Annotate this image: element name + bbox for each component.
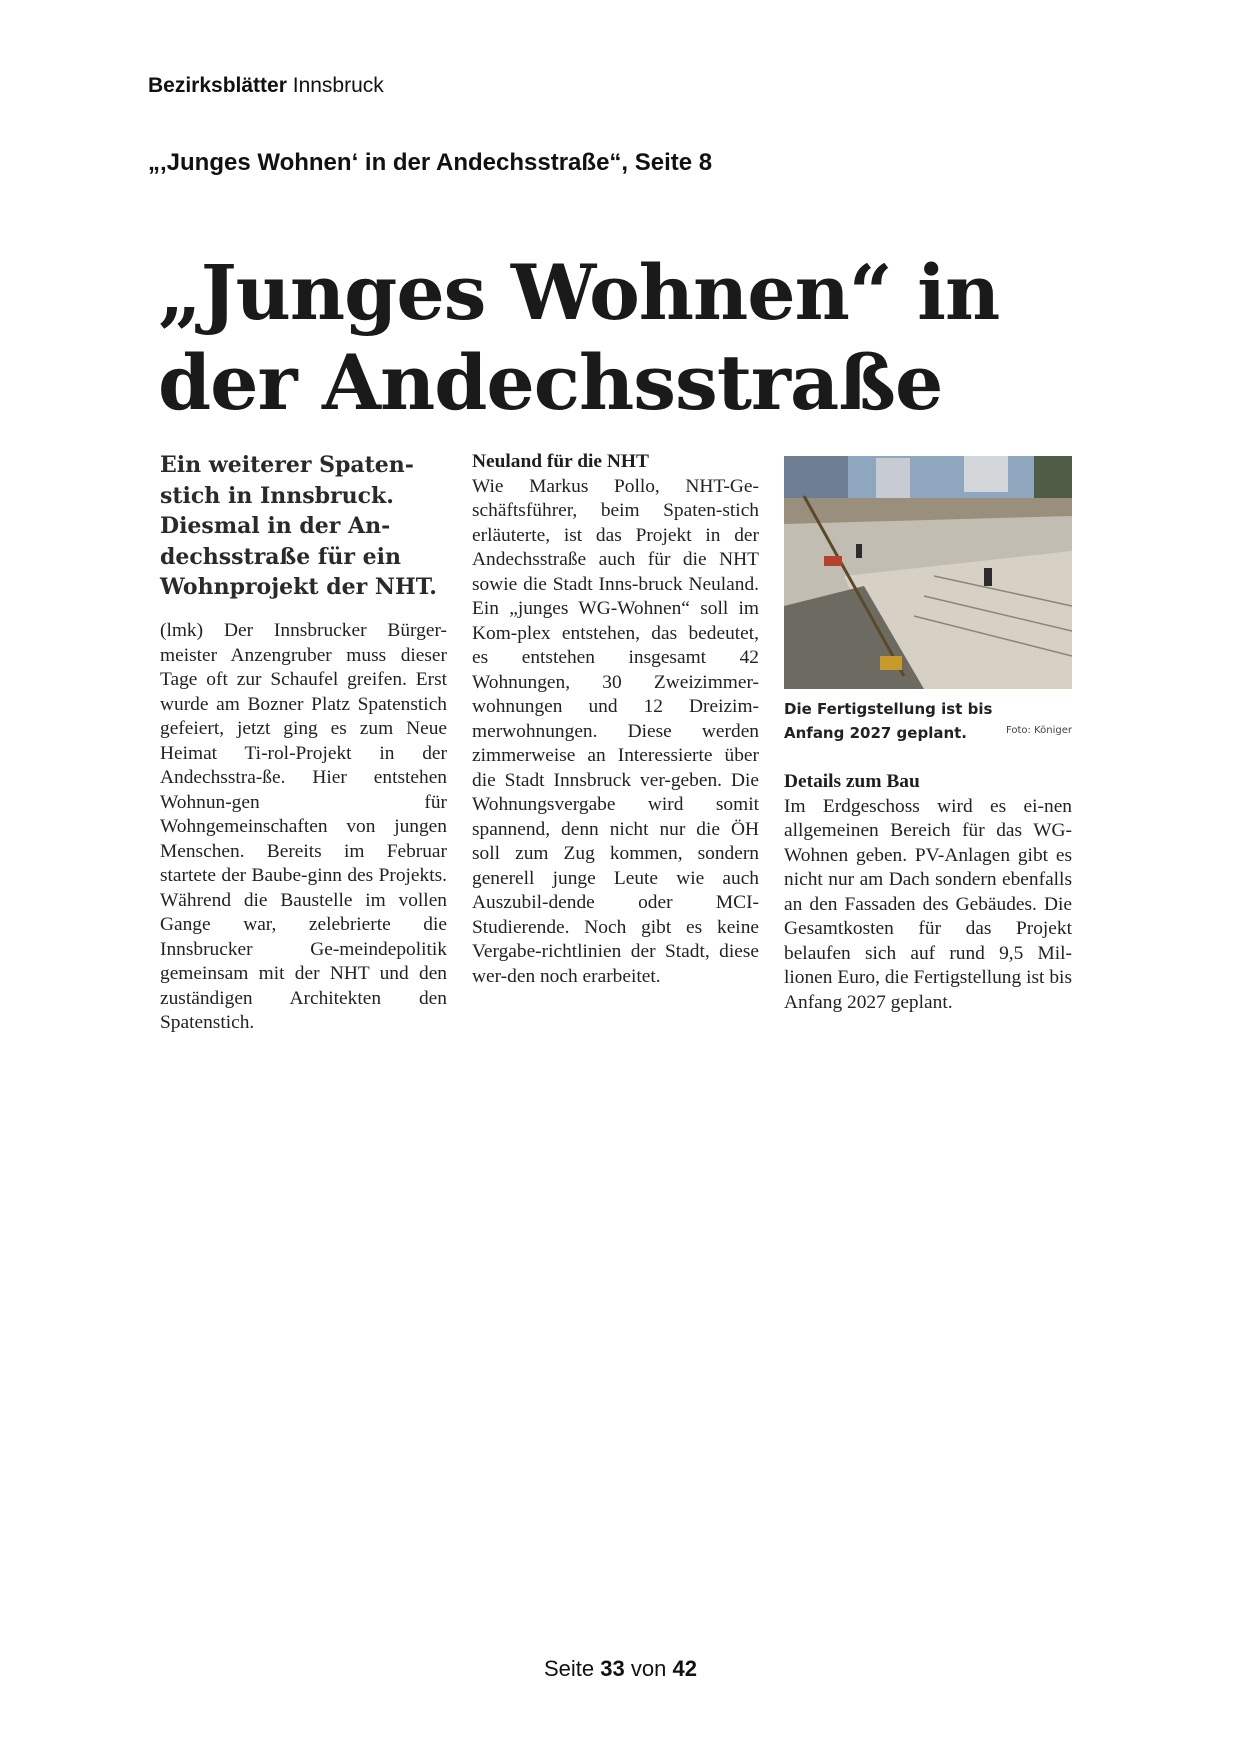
- column-1-body: (lmk) Der Innsbrucker Bürger-meister Anzengruber muss dieser Tage oft zur Schaufel greifen. Erst wurde am Bozner Platz Spatenstich gefeiert, jetzt ging es zum Neue Heimat Ti-rol-Projekt in der Andechsstra-ße. Hier entstehen Wohnun-gen für Wohngemeinschaften von jungen Menschen. Bereits im Februar startete der Baube-ginn des Projekts. Während die Baustelle im vollen Gange war, zelebrierte die Innsbrucker Ge-meindepolitik gemeinsam mit der NHT und den zuständigen Architekten den Spatenstich.: [160, 620, 447, 1033]
- column-2-body: Wie Markus Pollo, NHT-Ge-schäftsführer, beim Spaten-stich erläuterte, ist das Projekt in der Andechsstraße auch für die NHT sowie die Stadt Inns-bruck Neuland. Ein „junges WG-Wohnen“ soll im Kom-plex entstehen, das bedeutet, es entstehen insgesamt 42 Wohnungen, 30 Zweizimmer-wohnungen und 12 Dreizim-merwohnungen. Diese werden zimmerweise an Interessierte über die Stadt Innsbruck ver-geben. Die Wohnungsvergabe wird somit spannend, denn nicht nur die ÖH soll zum Zug kommen, sondern generell junge Leute wie auch Auszubil-dende oder MCI-Studierende. Noch gibt es keine Vergabe-richtlinien der Stadt, diese wer-den noch erarbeitet.: [472, 475, 759, 987]
- article-headline: [158, 248, 1118, 428]
- article-column-2: [472, 450, 759, 989]
- construction-site-photo: [784, 456, 1072, 689]
- column-3-body: Im Erdgeschoss wird es ei-nen allgemeinen Bereich für das WG-Wohnen geben. PV-Anlagen gibt es nicht nur am Dach sondern ebenfalls an den Fassaden des Gebäudes. Die Gesamtkosten für das Projekt belaufen sich auf rund 9,5 Mil-lionen Euro, die Fertigstellung ist bis Anfang 2027 geplant.: [784, 795, 1072, 1013]
- article-column-3: [784, 770, 1072, 1015]
- publication-source: [148, 74, 384, 98]
- page-number: [0, 1656, 1241, 1682]
- page-number-current: 33: [600, 1656, 625, 1681]
- headline-line-1: „Junges Wohnen“ in: [158, 248, 1000, 337]
- photo-credit: Foto: Königer: [1005, 725, 1072, 736]
- article-column-1: [160, 619, 447, 1036]
- page-number-prefix: Seite: [544, 1656, 595, 1681]
- photo-caption: [784, 697, 1072, 745]
- article-teaser: Ein weiterer Spaten-stich in Innsbruck. Diesmal in der An-dechsstraße für ein Wohnprojekt der NHT.: [160, 452, 437, 600]
- page-number-total: 42: [672, 1656, 697, 1681]
- article-reference: „‚Junges Wohnen‘ in der Andechsstraße“, Seite 8: [148, 149, 713, 176]
- publication-name: Bezirksblätter: [148, 74, 287, 97]
- section-heading-neuland: Neuland für die NHT: [472, 451, 649, 472]
- photo-caption-text: Die Fertigstellung ist bis Anfang 2027 geplant.: [784, 700, 993, 742]
- publication-region: Innsbruck: [292, 74, 384, 97]
- page-number-separator: von: [630, 1656, 667, 1681]
- headline-line-2: der Andechsstraße: [158, 338, 943, 427]
- section-heading-details: Details zum Bau: [784, 771, 920, 792]
